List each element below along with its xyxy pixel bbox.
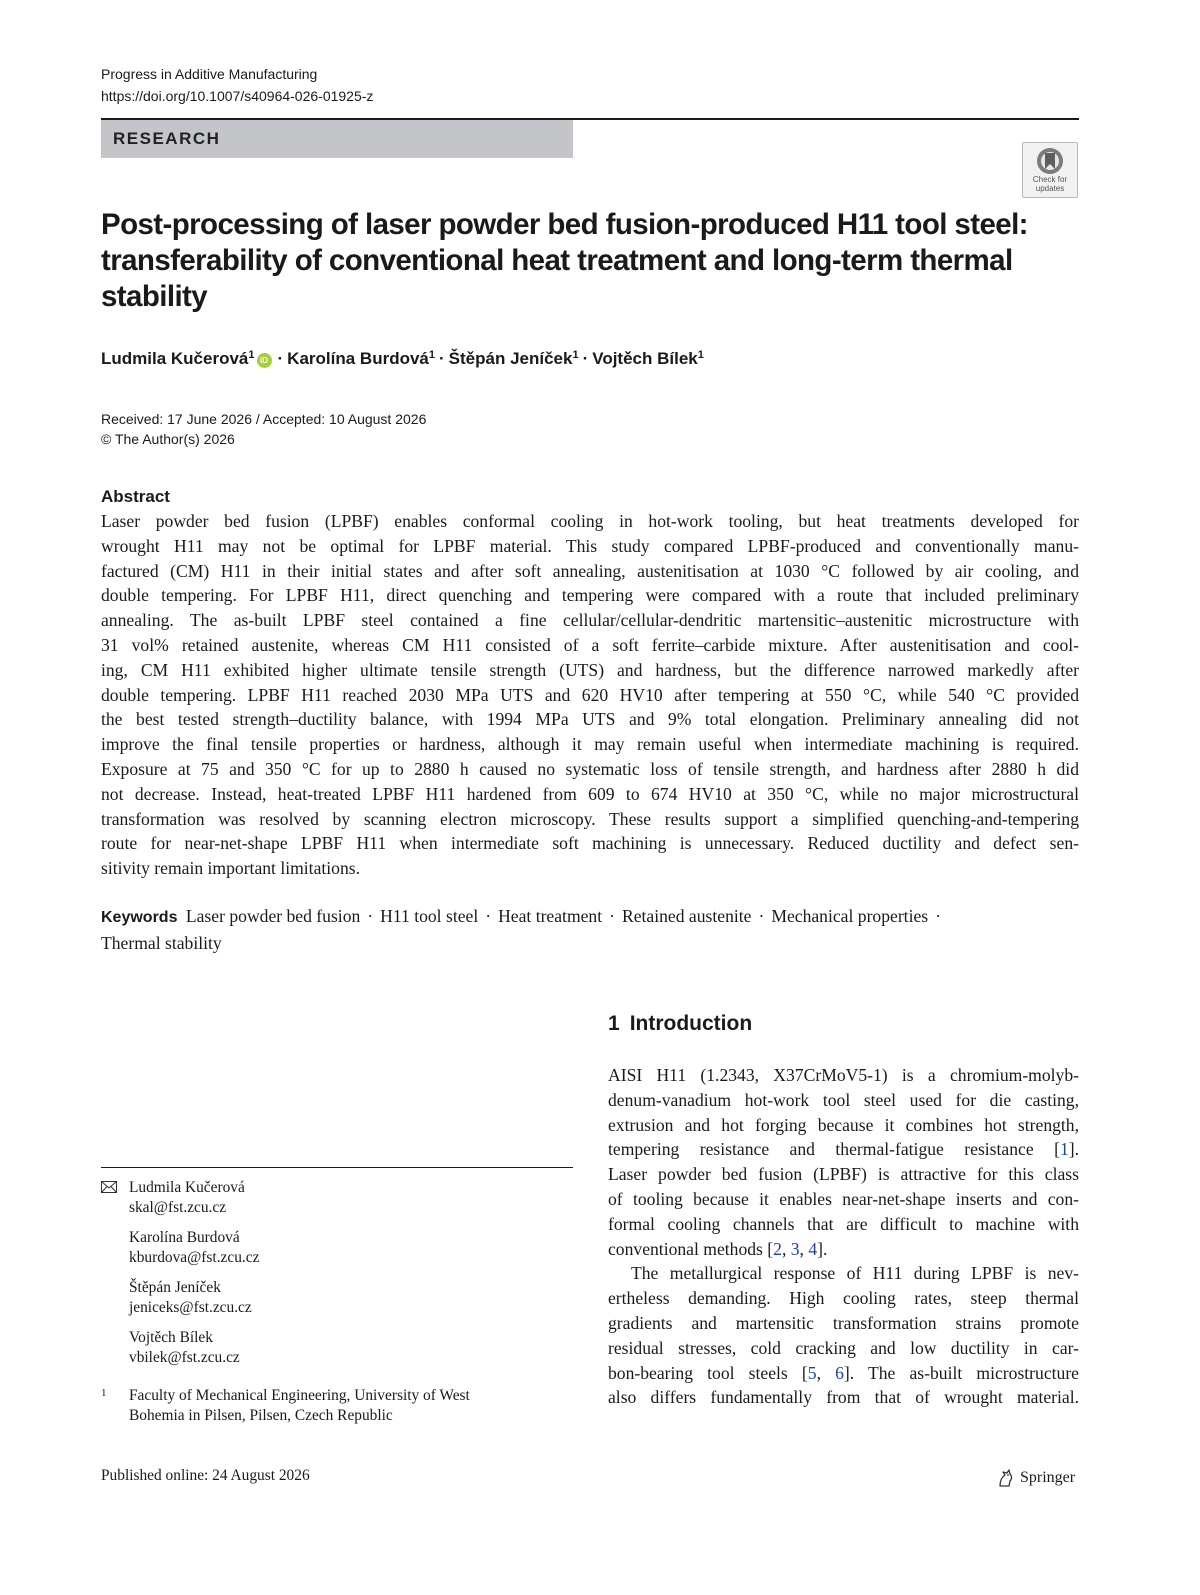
abstract-line: Exposure at 75 and 350 °C for up to 2880 h caused no systematic loss of tensile strength, and hardness after 2880 h did bbox=[101, 758, 1079, 779]
abstract-line: not decrease. Instead, heat-treated LPBF H11 hardened from 609 to 674 HV10 at 350 °C, while no major microstructural bbox=[101, 783, 1079, 804]
badge-label-1: Check for bbox=[1032, 175, 1068, 184]
contact-email[interactable]: vbilek@fst.zcu.cz bbox=[129, 1349, 240, 1366]
abstract-line: sitivity remain important limitations. bbox=[101, 858, 360, 879]
affiliation-mark: 1 bbox=[428, 349, 435, 361]
citation-link[interactable]: 4 bbox=[808, 1238, 818, 1259]
citation-link[interactable]: 5 bbox=[807, 1362, 817, 1383]
title-line: stability bbox=[101, 280, 208, 313]
contact-entry bbox=[101, 1328, 573, 1368]
article-type-band: RESEARCH bbox=[101, 120, 573, 158]
keyword: Retained austenite bbox=[621, 906, 752, 926]
published-online-date: Published online: 24 August 2026 bbox=[101, 1467, 310, 1484]
body-line: residual stresses, cold cracking and low ductility in car- bbox=[608, 1337, 1079, 1358]
affiliation-line: Bohemia in Pilsen, Pilsen, Czech Republic bbox=[129, 1407, 393, 1424]
abstract-line: double tempering. LPBF H11 reached 2030 MPa UTS and 620 HV10 after tempering at 550 °C, while 540 °C provided bbox=[101, 684, 1079, 705]
abstract-line: 31 vol% retained austenite, whereas CM H11 consisted of a soft ferrite–carbide mixture. After austenitisation and cool- bbox=[101, 634, 1079, 655]
citation-link[interactable]: 6 bbox=[835, 1362, 844, 1383]
keywords-label: Keywords bbox=[101, 909, 178, 926]
copyright-notice: © The Author(s) 2026 bbox=[101, 431, 235, 447]
body-text: conventional methods [ bbox=[608, 1238, 774, 1259]
contact-name: Karolína Burdová bbox=[129, 1229, 240, 1246]
envelope-icon bbox=[101, 1181, 117, 1193]
publisher-logo bbox=[996, 1467, 1075, 1489]
contact-email[interactable]: skal@fst.zcu.cz bbox=[129, 1199, 227, 1216]
abstract-line: transformation was resolved by scanning electron microscopy. These results support a simplified quenching-and-tempering bbox=[101, 808, 1079, 829]
abstract-line: route for near-net-shape LPBF H11 when intermediate soft machining is unnecessary. Reduced ductility and defect sen- bbox=[101, 833, 1079, 854]
keywords: Keywords Laser powder bed fusion · H11 tool steel · Heat treatment · Retained austenite · Mechanical properties · Thermal stability bbox=[101, 906, 941, 953]
keyword: Laser powder bed fusion bbox=[185, 906, 361, 926]
body-line: formal cooling channels that are difficult to machine with bbox=[608, 1213, 1079, 1234]
contact-block bbox=[101, 1178, 573, 1378]
body-line: gradients and martensitic transformation strains promote bbox=[608, 1312, 1079, 1333]
affiliation-number: 1 bbox=[101, 1387, 107, 1399]
title-line: Post-processing of laser powder bed fusion-produced H11 tool steel: bbox=[101, 208, 1028, 241]
abstract-line: annealing. The as-built LPBF steel contained a fine cellular/cellular-dendritic martensitic–austenitic microstructure with bbox=[101, 610, 1079, 631]
body-line: The metallurgical response of H11 during LPBF is nev- bbox=[631, 1263, 1079, 1284]
body-line: denum-vanadium hot-work tool steel used for die casting, bbox=[608, 1089, 1079, 1110]
affiliation-mark: 1 bbox=[697, 349, 704, 361]
crossmark-icon bbox=[1036, 147, 1064, 175]
footnote-rule bbox=[101, 1167, 573, 1168]
check-for-updates-badge[interactable] bbox=[1022, 142, 1078, 198]
body-line: Laser powder bed fusion (LPBF) is attractive for this class bbox=[608, 1164, 1079, 1185]
affiliation-line: Faculty of Mechanical Engineering, University of West bbox=[129, 1387, 470, 1404]
contact-name: Vojtěch Bílek bbox=[129, 1329, 213, 1346]
contact-name: Štěpán Jeníček bbox=[129, 1279, 221, 1296]
body-line: extrusion and hot forging because it combines hot strength, bbox=[608, 1114, 1079, 1135]
body-line: ertheless demanding. High cooling rates, steep thermal bbox=[608, 1288, 1079, 1309]
badge-label-2: updates bbox=[1035, 184, 1065, 193]
citation-link[interactable]: 1 bbox=[1059, 1139, 1069, 1160]
title-line: transferability of conventional heat treatment and long-term thermal bbox=[101, 244, 1013, 277]
body-text: ]. bbox=[1068, 1139, 1079, 1160]
contact-name: Ludmila Kučerová bbox=[129, 1179, 245, 1196]
abstract-line: the best tested strength–ductility balance, with 1994 MPa UTS and 9% total elongation. Preliminary annealing did not bbox=[101, 709, 1079, 730]
citation-link[interactable]: 2 bbox=[773, 1238, 782, 1259]
keyword: H11 tool steel bbox=[380, 906, 479, 926]
affiliation-mark: 1 bbox=[572, 349, 579, 361]
keyword: Mechanical properties bbox=[771, 906, 929, 926]
keyword: Heat treatment bbox=[498, 906, 603, 926]
body-text: tempering resistance and thermal-fatigue resistance [ bbox=[608, 1139, 1060, 1160]
abstract-line: improve the final tensile properties or hardness, although it may remain useful when intermediate machining is required. bbox=[101, 734, 1079, 755]
abstract-line: factured (CM) H11 in their initial states and after soft annealing, austenitisation at 1030 °C followed by air cooling, and bbox=[101, 560, 1079, 581]
abstract-line: double tempering. For LPBF H11, direct quenching and tempering were compared with a route that included preliminary bbox=[101, 585, 1079, 606]
section-number: 1 bbox=[608, 1012, 620, 1035]
citation-link[interactable]: 3 bbox=[790, 1238, 800, 1259]
author-list: Ludmila Kučerová$^1$ iD · Karolína Burdová$^1$ · Štěpán Jeníček$^1$ · Vojtěch Bílek$^1$ bbox=[101, 349, 704, 368]
keyword: Thermal stability bbox=[101, 932, 222, 953]
affiliation-footnote bbox=[101, 1386, 573, 1426]
abstract-line: wrought H11 may not be optimal for LPBF material. This study compared LPBF-produced and conventionally manu- bbox=[101, 535, 1079, 556]
body-text: ]. The as-built microstructure bbox=[843, 1362, 1079, 1383]
journal-name: Progress in Additive Manufacturing bbox=[101, 66, 318, 82]
abstract-line: Laser powder bed fusion (LPBF) enables conformal cooling in hot-work tooling, but heat treatments developed for bbox=[101, 511, 1079, 531]
body-line: conventional methods [2, 3, 4]. bbox=[608, 1238, 828, 1259]
affiliation-mark: 1 bbox=[248, 349, 255, 361]
doi-link[interactable]: https://doi.org/10.1007/s40964-026-01925-z bbox=[101, 88, 374, 104]
abstract-line: ing, CM H11 exhibited higher ultimate tensile strength (UTS) and hardness, but the difference narrowed markedly after bbox=[101, 659, 1079, 680]
author-name[interactable]: Karolína Burdová bbox=[287, 349, 429, 368]
author-name[interactable]: Štěpán Jeníček bbox=[448, 349, 573, 368]
contact-entry bbox=[101, 1178, 573, 1218]
publisher-name: Springer bbox=[1020, 1469, 1076, 1486]
springer-horse-icon bbox=[996, 1468, 1016, 1488]
body-line bbox=[608, 1137, 1079, 1162]
author-name[interactable]: Vojtěch Bílek bbox=[592, 349, 698, 368]
body-line: bon-bearing tool steels [5, 6]. The as-built microstructure bbox=[608, 1362, 1079, 1383]
contact-entry bbox=[101, 1278, 573, 1318]
body-line: AISI H11 (1.2343, X37CrMoV5-1) is a chromium-molyb- bbox=[608, 1065, 1079, 1085]
paper-title bbox=[101, 207, 1061, 315]
contact-email[interactable]: jeniceks@fst.zcu.cz bbox=[129, 1299, 252, 1316]
abstract-text bbox=[101, 509, 1079, 881]
section-heading-introduction bbox=[608, 1010, 752, 1038]
body-line: of tooling because it enables near-net-shape inserts and con- bbox=[608, 1188, 1079, 1209]
contact-email[interactable]: kburdova@fst.zcu.cz bbox=[129, 1249, 260, 1266]
received-accepted-dates: Received: 17 June 2026 / Accepted: 10 August 2026 bbox=[101, 411, 427, 427]
body-text: bon-bearing tool steels [ bbox=[608, 1362, 808, 1383]
section-title: Introduction bbox=[629, 1012, 753, 1035]
contact-entry bbox=[101, 1228, 573, 1268]
body-line: also differs fundamentally from that of wrought material. bbox=[608, 1387, 1079, 1408]
orcid-icon[interactable]: iD bbox=[257, 353, 272, 368]
introduction-text bbox=[608, 1063, 1079, 1410]
author-name[interactable]: Ludmila Kučerová bbox=[101, 349, 249, 368]
abstract-heading: Abstract bbox=[101, 487, 170, 506]
body-text: ]. bbox=[817, 1238, 828, 1259]
